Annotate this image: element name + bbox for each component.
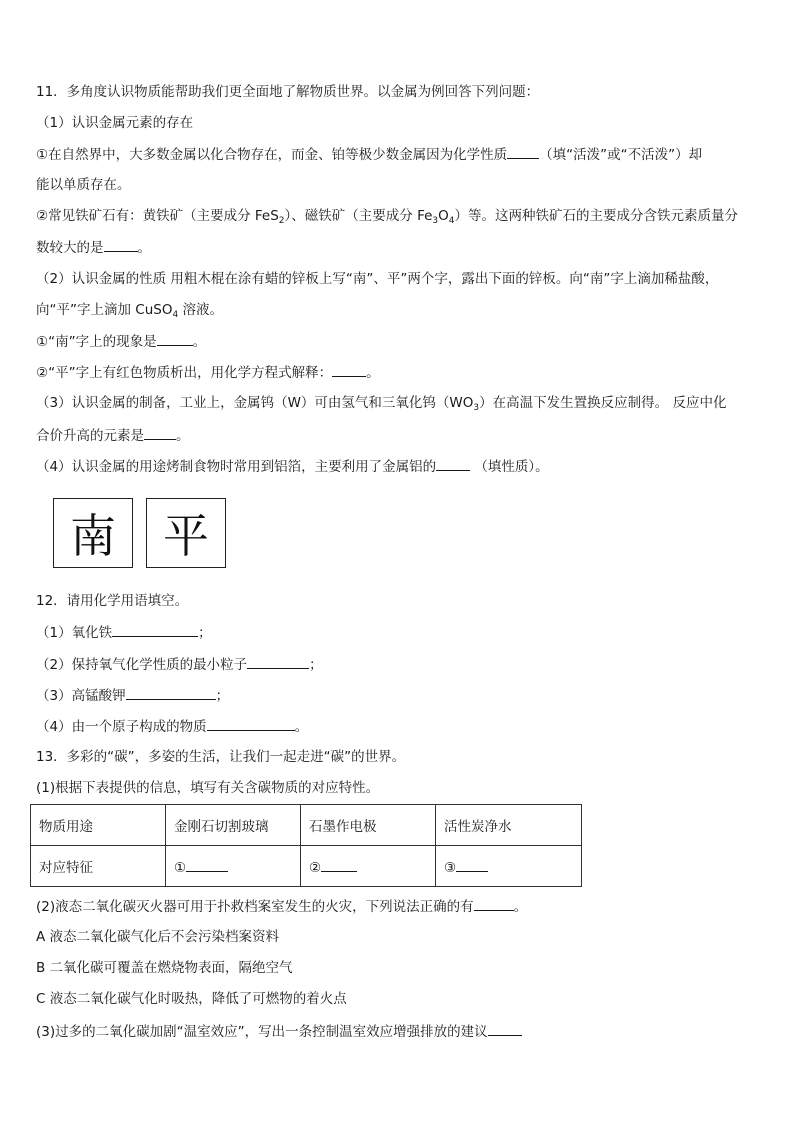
q12-item3 [36,685,229,706]
answer-blank[interactable] [507,144,539,159]
text: ②常见铁矿石有：黄铁矿（主要成分 FeS [36,208,279,224]
text: ②“平”字上有红色物质析出，用化学方程式解释： [36,365,333,381]
text: ； [309,657,323,673]
q11-stem: 11．多角度认识物质能帮助我们更全面地了解物质世界。以金属为例回答下列问题： [36,84,540,100]
table-cell [166,846,301,887]
answer-blank[interactable] [126,685,216,700]
q13-part1: (1)根据下表提供的信息，填写有关含碳物质的对应特性。 [36,780,380,796]
q13-stem: 13．多彩的“碳”，多姿的生活，让我们一起走进“碳”的世界。 [36,749,406,765]
text: ① [174,859,187,876]
text: ）在高温下发生置换反应制得。 反应中化 [479,395,727,411]
text: ①“南”字上的现象是 [36,334,157,350]
q11-part1-title: （1）认识金属元素的存在 [36,115,194,131]
q11-part2-a [36,331,206,352]
table-cell: 对应特征 [31,846,166,887]
table-cell: 石墨作电极 [301,805,436,846]
text: ）、磁铁矿（主要成分 Fe [284,208,433,224]
properties-table [30,804,582,887]
answer-blank[interactable] [186,857,228,872]
text: ； [198,625,212,641]
text: 合价升高的元素是 [36,428,144,444]
text: 。 [513,899,528,915]
answer-blank[interactable] [456,857,488,872]
text: ①在自然界中，大多数金属以化合物存在，而金、铂等极少数金属因为化学性质 [36,147,508,163]
text: (3)过多的二氧化碳加剧“温室效应”，写出一条控制温室效应增强排放的建议 [36,1024,488,1040]
answer-blank[interactable] [321,857,357,872]
q13-part3 [36,1021,522,1042]
subscript: 3 [473,403,480,413]
table-cell [301,846,436,887]
text: 。 [176,428,190,444]
text: （2）保持氧气化学性质的最小粒子 [36,657,248,673]
text: ）等。这两种铁矿石的主要成分含铁元素质量分 [454,208,739,224]
text: 向“平”字上滴加 CuSO [36,302,173,318]
table-cell: 金刚石切割玻璃 [166,805,301,846]
q12-stem: 12．请用化学用语填空。 [36,593,189,609]
answer-blank[interactable] [157,331,193,346]
subscript: 3 [432,216,439,226]
subscript: 4 [448,216,455,226]
q11-part1-a-line1 [36,144,702,165]
q11-part2-line1: （2）认识金属的性质 用粗木棍在涂有蜡的锌板上写“南”、平”两个字，露出下面的锌板。向“南”字上滴加稀盐酸， [36,271,719,287]
q12-item1 [36,622,212,643]
text: 。 [366,365,380,381]
text: （填性质）。 [470,459,549,475]
table-cell: 物质用途 [31,805,166,846]
subscript: 4 [172,310,179,320]
q11-part1-b-line1 [36,206,738,226]
text: （1）氧化铁 [36,625,113,641]
text: （4）由一个原子构成的物质 [36,719,207,735]
text: （3）高锰酸钾 [36,688,126,704]
answer-blank[interactable] [436,456,470,471]
q12-item2 [36,654,323,675]
answer-blank[interactable] [474,896,514,911]
table-row [31,846,582,887]
character-box-ping: 平 [146,498,226,568]
text: 数较大的是 [36,240,104,256]
text: ； [215,688,230,704]
q11-part1-a-line2: 能以单质存在。 [36,177,131,193]
text: （4）认识金属的用途烤制食物时常用到铝箔，主要利用了金属铝的 [36,459,437,475]
text: 溶液。 [178,302,223,318]
text: （填“活泼”或“不活泼”）却 [539,147,703,163]
q13-option-b: B 二氧化碳可覆盖在燃烧物表面，隔绝空气 [36,960,293,976]
answer-blank[interactable] [112,622,198,637]
q11-part2-b [36,362,380,383]
table-cell [436,846,582,887]
answer-blank[interactable] [207,716,295,731]
q11-part3-line2 [36,425,190,446]
text: ③ [444,859,457,876]
table-row [31,805,582,846]
answer-blank[interactable] [104,237,138,252]
text: 。 [294,719,309,735]
text: O [438,208,449,224]
text: 。 [192,334,207,350]
answer-blank[interactable] [144,425,176,440]
q11-part3-line1 [36,393,726,413]
answer-blank[interactable] [488,1021,522,1036]
q11-part1-b-line2 [36,237,151,258]
answer-blank[interactable] [332,362,366,377]
q13-option-a: A 液态二氧化碳气化后不会污染档案资料 [36,929,280,945]
text: (2)液态二氧化碳灭火器可用于扑救档案室发生的火灾，下列说法正确的有 [36,899,474,915]
q12-item4 [36,716,308,737]
text: ② [309,859,322,876]
q11-part4 [36,456,549,477]
table-cell: 活性炭净水 [436,805,582,846]
q11-part2-line2 [36,300,223,320]
character-box-nan: 南 [53,498,133,568]
subscript: 2 [278,216,285,226]
q13-part2 [36,896,527,917]
answer-blank[interactable] [247,654,309,669]
text: （3）认识金属的制备，工业上，金属钨（W）可由氢气和三氧化钨（WO [36,395,474,411]
text: 。 [137,240,151,256]
q13-option-c: C 液态二氧化碳气化时吸热，降低了可燃物的着火点 [36,991,347,1007]
